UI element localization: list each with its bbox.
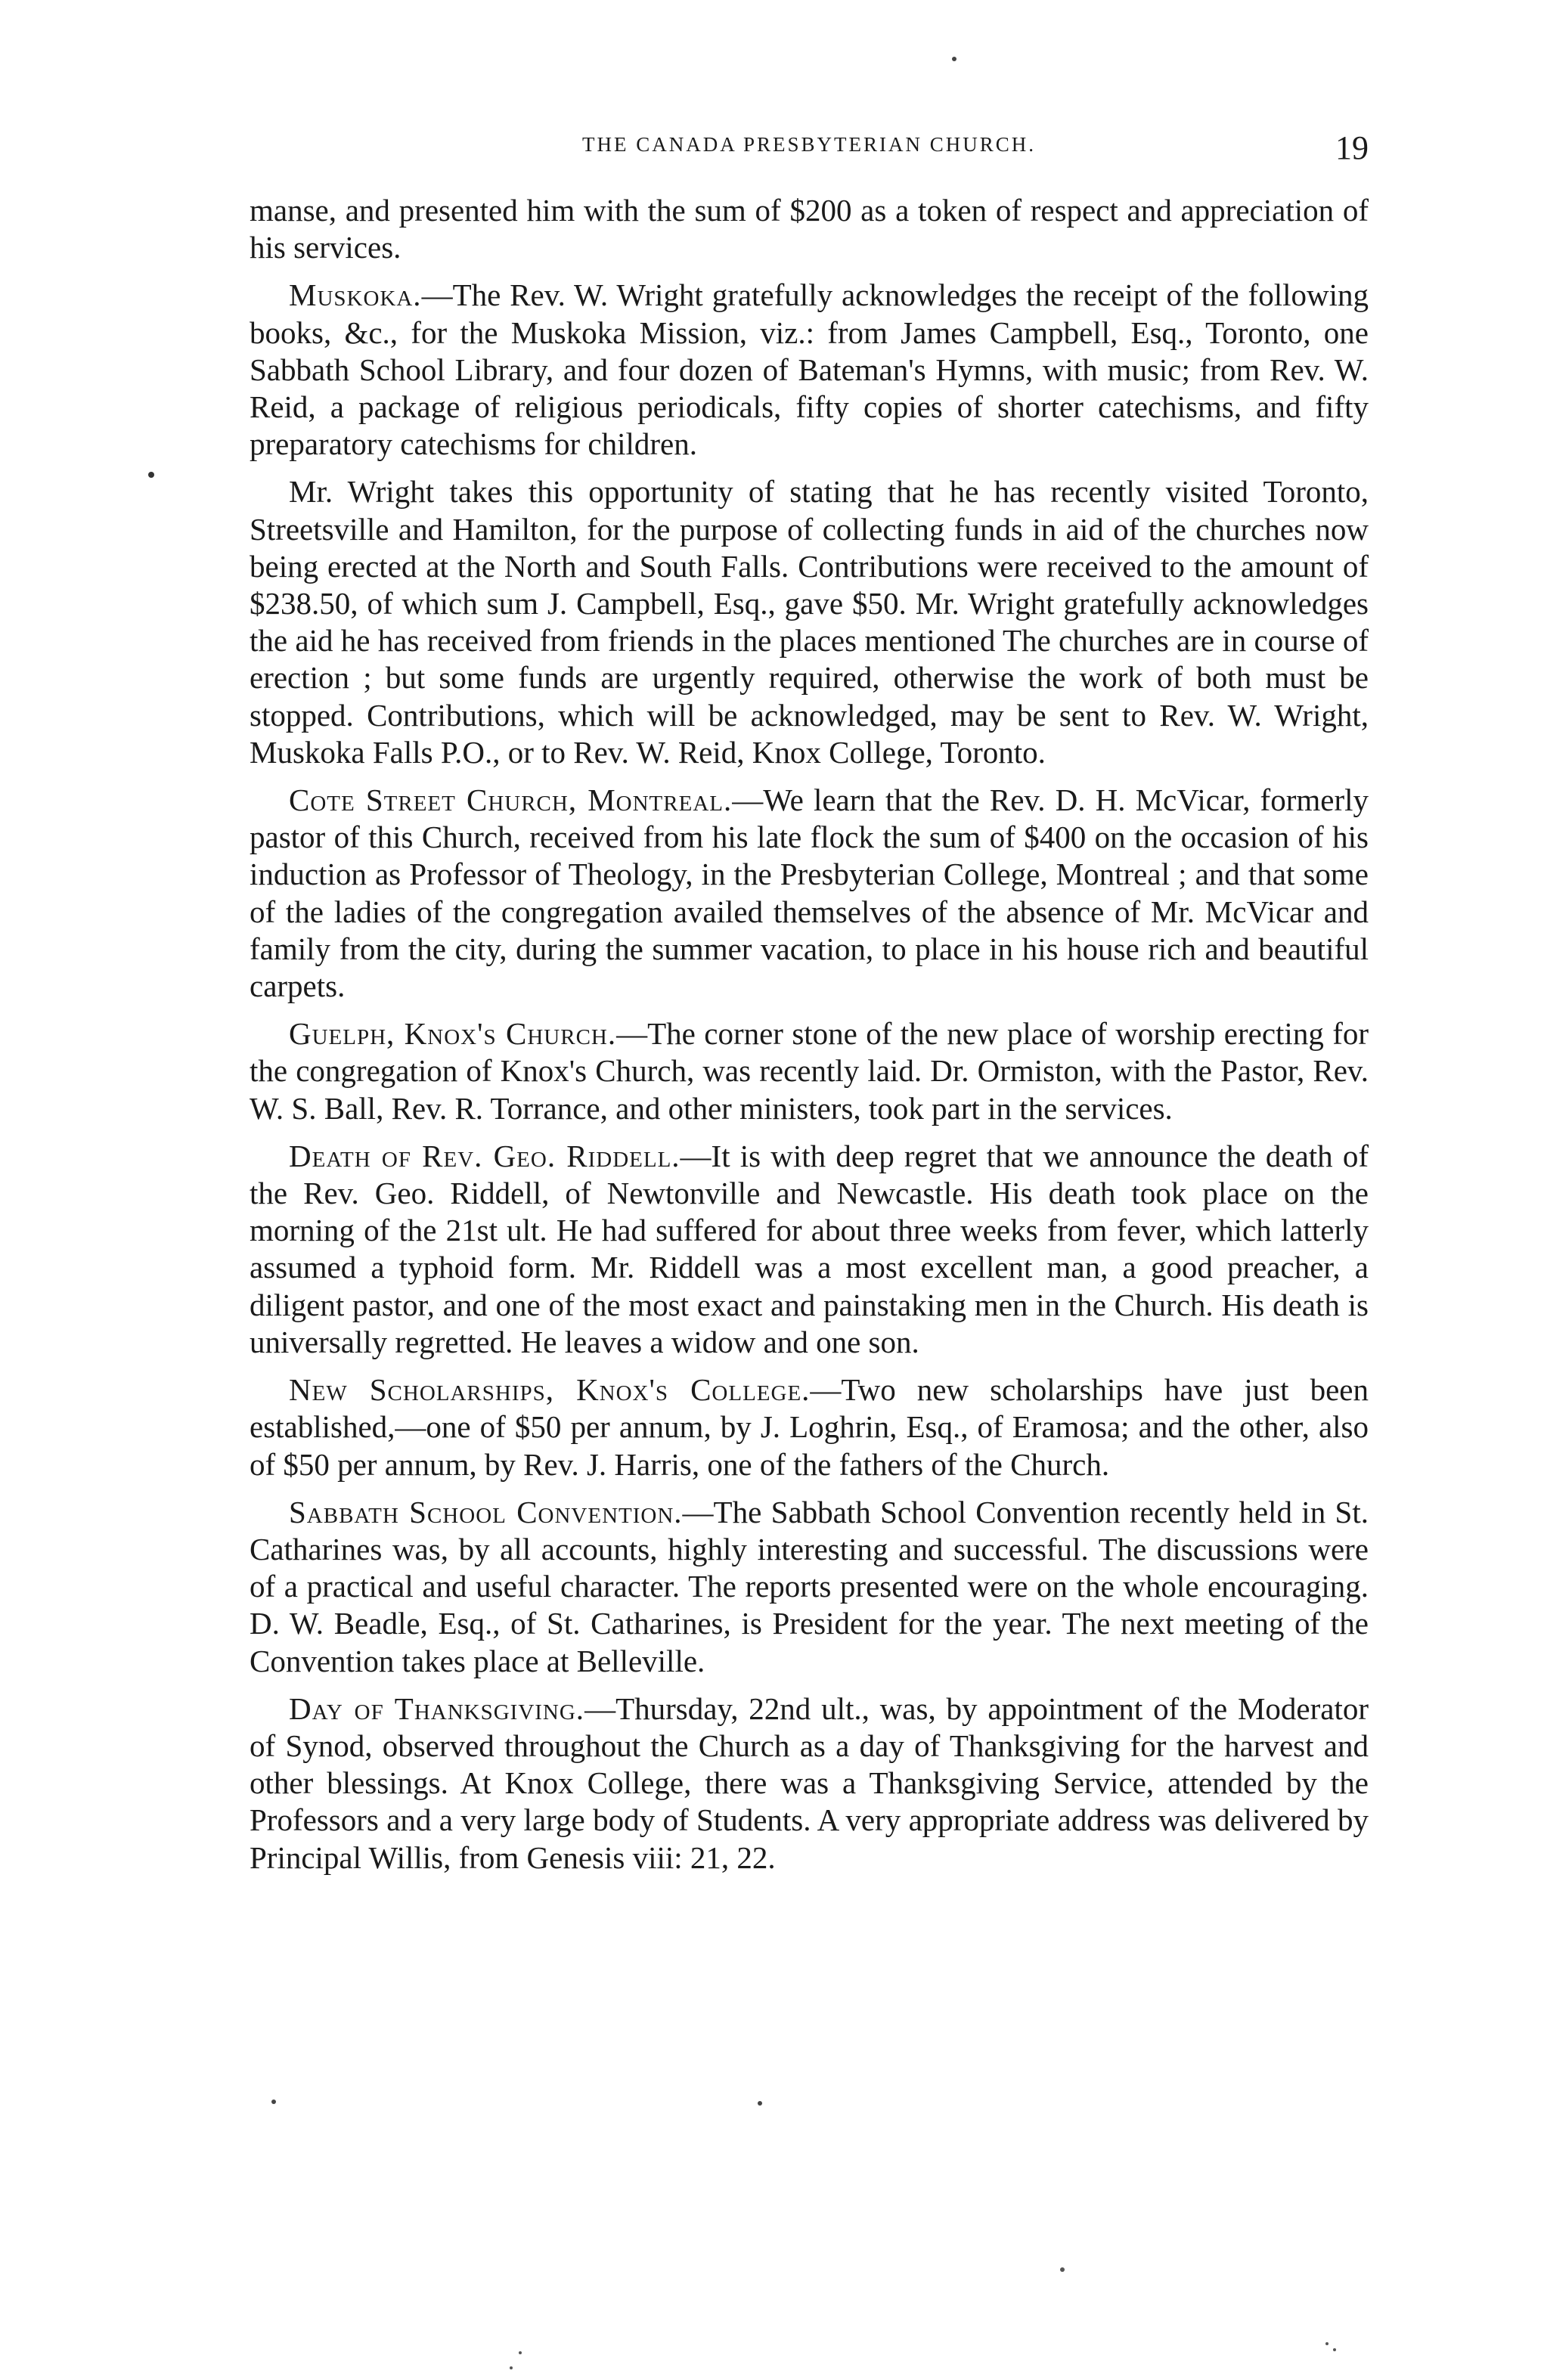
paragraph-text: —It is with deep regret that we announce the death of the Rev. Geo. Riddell, of Newtonville and Newcastle. His death took place on the morning of the 21st ult. He had suffered for about three weeks from fever, which latterly assumed a typhoid form. Mr. Riddell was a most excellent man, a good preacher, a diligent pastor, and one of the most exact and painstaking men in the Church. His death is universally regretted. He leaves a widow and one son. <box>250 1138 1369 1359</box>
paragraph-text: manse, and presented him with the sum of $200 as a token of respect and appreciation of his services. <box>250 193 1369 265</box>
paragraph-cote-street <box>250 782 1369 1005</box>
section-heading: Death of Rev. Geo. Riddell. <box>289 1138 681 1173</box>
section-heading: Muskoka. <box>289 277 422 313</box>
paragraph-text: —We learn that the Rev. D. H. McVicar, formerly pastor of this Church, received from his late flock the sum of $400 on the occasion of his induction as Professor of Theology, in the Presbyterian College, Montreal ; and that some of the ladies of the congregation availed themselves of the absence of Mr. McVicar and family from the city, during the summer vacation, to place in his house rich and beautiful carpets. <box>250 782 1369 1004</box>
section-heading: Sabbath School Convention. <box>289 1494 683 1529</box>
page-number: 19 <box>1335 129 1369 166</box>
paragraph-text: —The Sabbath School Convention recently held in St. Catharines was, by all accounts, highly interesting and successful. The discussions were of a practical and useful character. The reports presented were on the whole encouraging. D. W. Beadle, Esq., of St. Catharines, is President for the year. The next meeting of the Convention takes place at Belleville. <box>250 1494 1369 1678</box>
paragraph-text: —The Rev. W. Wright gratefully acknowledges the receipt of the following books, &c., for the Muskoka Mission, viz.: from James Campbell, Esq., Toronto, one Sabbath School Library, and four dozen of Bateman's Hymns, with music; from Rev. W. Reid, a package of religious periodicals, fifty copies of shorter catechisms, and fifty preparatory catechisms for children. <box>250 277 1369 462</box>
paragraph-wright-funds <box>250 473 1369 771</box>
paragraph-muskoka <box>250 277 1369 463</box>
article-body <box>250 192 1369 1876</box>
paragraph-text: Mr. Wright takes this opportunity of stating that he has recently visited Toronto, Streetsville and Hamilton, for the purpose of collecting funds in aid of the churches now being erected at the North and South Falls. Contributions were received to the amount of $238.50, of which sum J. Campbell, Esq., gave $50. Mr. Wright gratefully acknowledges the aid he has received from friends in the places mentioned The churches are in course of erection ; but some funds are urgently required, otherwise the work of both must be stopped. Contributions, which will be acknowledged, may be sent to Rev. W. Wright, Muskoka Falls P.O., or to Rev. W. Reid, Knox College, Toronto. <box>250 474 1369 770</box>
section-heading: Guelph, Knox's Church. <box>289 1016 617 1052</box>
section-heading: New Scholarships, Knox's College. <box>289 1372 811 1408</box>
section-heading: Day of Thanksgiving. <box>289 1690 585 1726</box>
speck-dot <box>1060 2267 1065 2272</box>
speck-dot <box>510 2366 513 2369</box>
speck-dot <box>952 57 956 61</box>
paragraph-text: —Two new scholarships have just been established,—one of $50 per annum, by J. Loghrin, Esq., of Eramosa; and the other, also of $50 per annum, by Rev. J. Harris, one of the fathers of the Church. <box>250 1372 1369 1482</box>
paragraph-guelph <box>250 1015 1369 1127</box>
paragraph-text: —Thursday, 22nd ult., was, by appointment of the Moderator of Synod, observed throughout the Church as a day of Thanksgiving for the harvest and other blessings. At Knox College, there was a Thanksgiving Service, attended by the Professors and a very large body of Students. A very appropriate address was delivered by Principal Willis, from Genesis viii: 21, 22. <box>250 1690 1369 1875</box>
section-heading: Cote Street Church, Montreal. <box>289 782 733 818</box>
speck-dot <box>519 2351 522 2354</box>
speck-dot <box>758 2101 762 2106</box>
paragraph-text: —The corner stone of the new place of worship erecting for the congregation of Knox's Church, was recently laid. Dr. Ormiston, with the Pastor, Rev. W. S. Ball, Rev. R. Torrance, and other ministers, took part in the services. <box>250 1016 1369 1126</box>
running-header <box>250 129 1369 174</box>
speck-dot <box>1325 2342 1329 2345</box>
speck-dot <box>148 472 154 478</box>
paragraph-sabbath-convention <box>250 1494 1369 1680</box>
paragraph-thanksgiving <box>250 1690 1369 1876</box>
paragraph-manse-continuation <box>250 192 1369 266</box>
speck-dot <box>1333 2348 1336 2351</box>
paragraph-death-riddell <box>250 1138 1369 1361</box>
paragraph-scholarships <box>250 1371 1369 1483</box>
running-title: THE CANADA PRESBYTERIAN CHURCH. <box>581 133 1037 156</box>
printed-page <box>250 129 1369 1887</box>
speck-dot <box>271 2100 276 2104</box>
